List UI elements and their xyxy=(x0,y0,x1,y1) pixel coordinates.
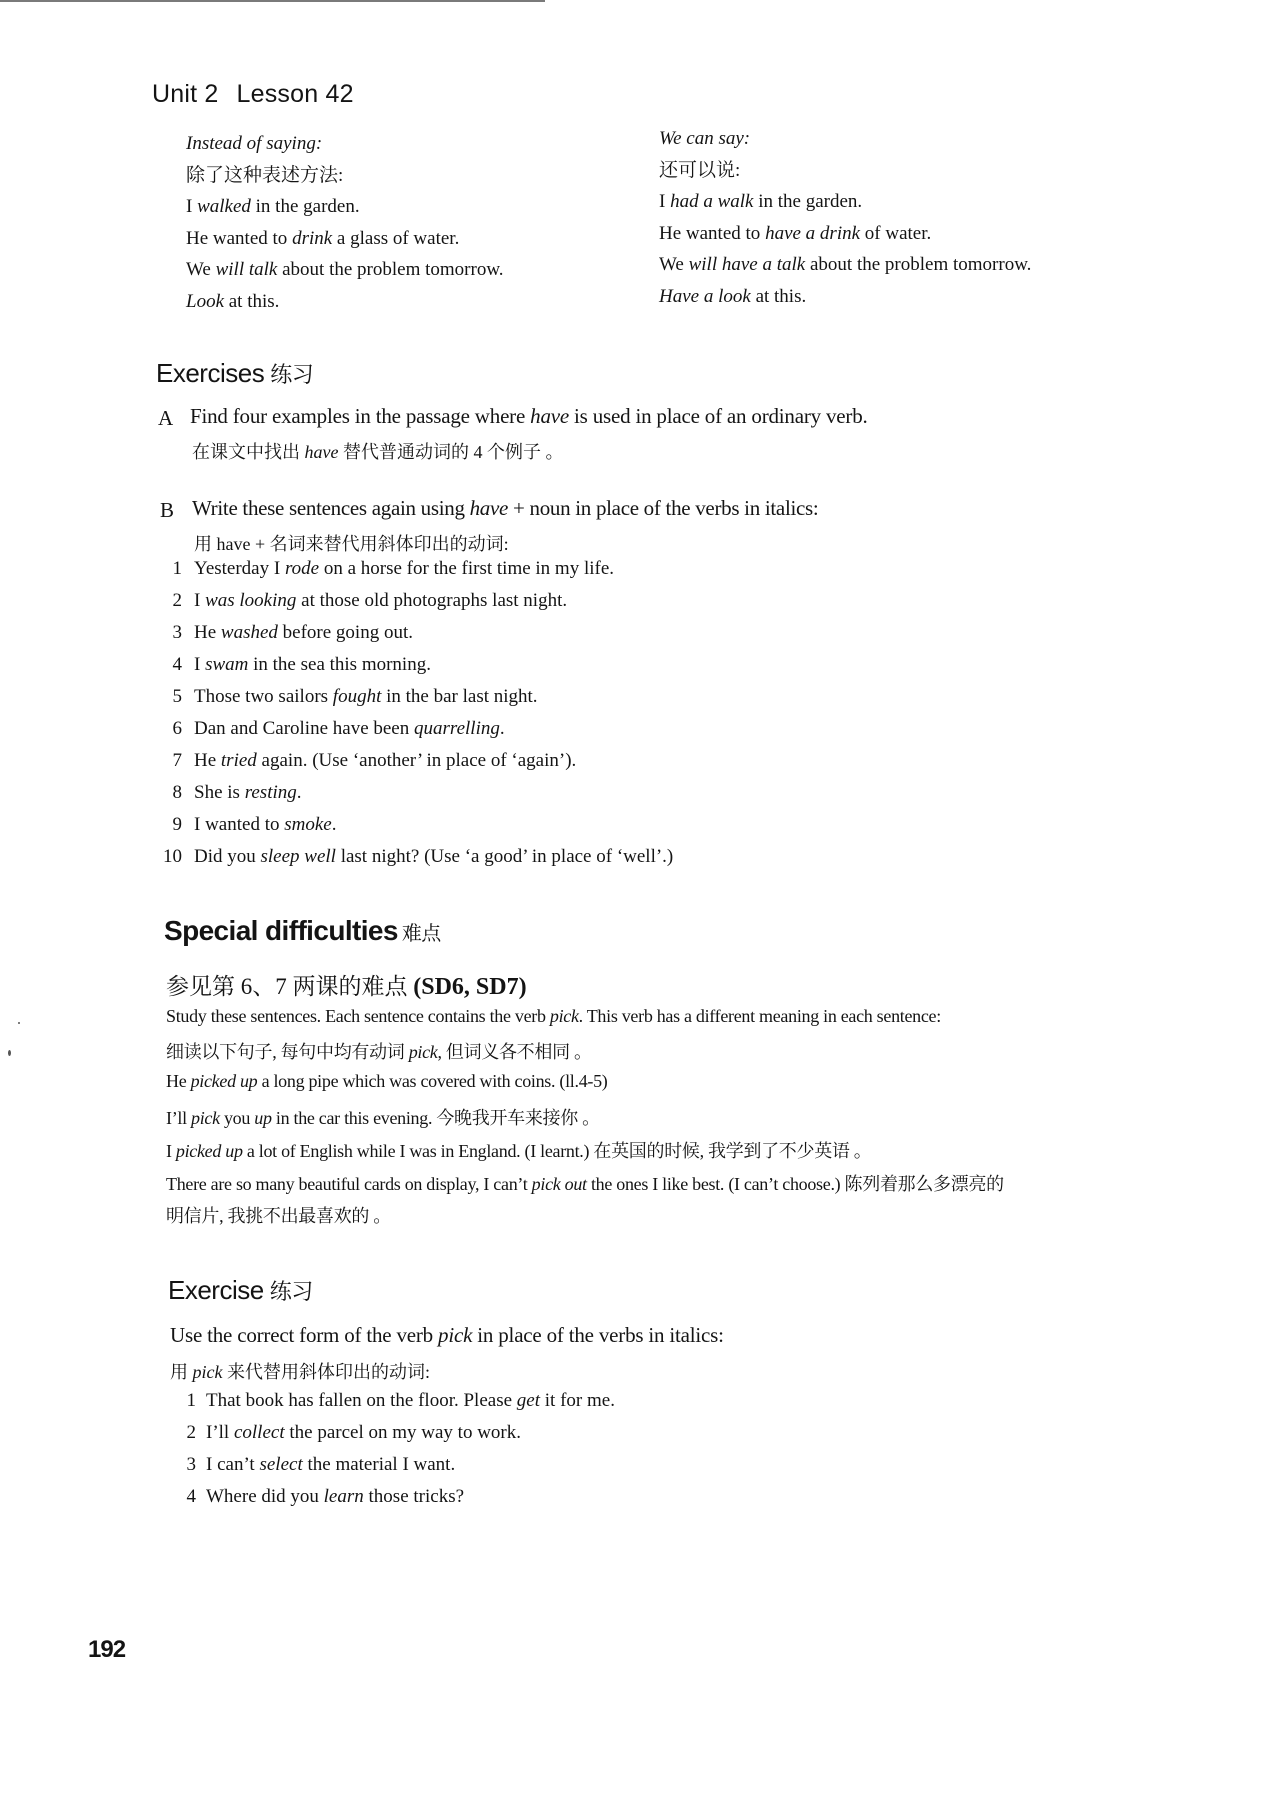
exercise-a-letter: A xyxy=(158,406,174,430)
comparison-right-column xyxy=(659,123,1031,312)
exercise-b-zh: 用 have + 名词来替代用斜体印出的动词: xyxy=(194,534,509,554)
sd-example-continued: 明信片, 我挑不出最喜欢的 。 xyxy=(166,1206,391,1226)
exercise-instruction-zh: 用 pick 来代替用斜体印出的动词: xyxy=(170,1362,430,1382)
exercise-a-zh: 在课文中找出 have 替代普通动词的 4 个例子 。 xyxy=(192,442,564,462)
sd-example: There are so many beautiful cards on display, I can’t pick out the ones I like best. (I can’t choose.) 陈列着那么多漂亮的 xyxy=(166,1174,1004,1194)
left-example: Look at this. xyxy=(186,290,280,312)
exercise-b-text: Write these sentences again using have + noun in place of the verbs in italics: xyxy=(192,496,819,520)
exercise-a-text: Find four examples in the passage where have is used in place of an ordinary verb. xyxy=(190,404,868,428)
exercise-instruction: Use the correct form of the verb pick in place of the verbs in italics: xyxy=(170,1323,724,1347)
scan-speck xyxy=(18,1022,20,1024)
page-header xyxy=(152,80,354,109)
right-heading-zh: 还可以说: xyxy=(659,159,741,181)
exercises-title: Exercises 练习 xyxy=(156,358,314,388)
sd-example: I picked up a lot of English while I was in England. (I learnt.) 在英国的时候, 我学到了不少英语 。 xyxy=(166,1141,872,1161)
right-example: He wanted to have a drink of water. xyxy=(659,222,932,244)
sd-paragraph: Study these sentences. Each sentence contains the verb pick. This verb has a different meaning in each sentence: xyxy=(166,1006,941,1026)
sd-example: I’ll pick you up in the car this evening. 今晚我开车来接你 。 xyxy=(166,1108,600,1128)
page-number: 192 xyxy=(88,1636,126,1663)
exercises-title-zh: 练习 xyxy=(270,363,314,388)
sd-paragraph: 细读以下句子, 每句中均有动词 pick, 但词义各不相同 。 xyxy=(166,1042,592,1062)
left-heading-zh: 除了这种表述方法: xyxy=(186,164,344,186)
scan-edge-line xyxy=(0,0,545,2)
sd-reference: (SD6, SD7) xyxy=(413,974,527,1000)
special-difficulties-title-zh: 难点 xyxy=(401,921,441,945)
exercise-title-zh: 练习 xyxy=(269,1280,313,1305)
left-heading: Instead of saying: xyxy=(186,133,323,154)
left-example: I walked in the garden. xyxy=(186,196,360,217)
lesson-label: Lesson 42 xyxy=(236,80,354,108)
exercise-b-letter: B xyxy=(160,498,175,522)
left-example: He wanted to drink a glass of water. xyxy=(186,227,460,249)
right-example: We will have a talk about the problem tomorrow. xyxy=(659,254,1032,275)
exercise-title: Exercise 练习 xyxy=(168,1275,313,1305)
scan-speck xyxy=(8,1050,11,1056)
left-example: We will talk about the problem tomorrow. xyxy=(186,259,504,280)
comparison-left-column xyxy=(186,128,504,317)
right-heading: We can say: xyxy=(659,128,751,149)
special-difficulties-title: Special difficulties 难点 xyxy=(164,915,441,946)
sd-example: He picked up a long pipe which was covered with coins. (ll.4-5) xyxy=(166,1071,608,1091)
right-example: Have a look at this. xyxy=(659,285,807,307)
unit-label: Unit 2 xyxy=(152,80,219,108)
special-difficulties-subtitle: 参见第 6、7 两课的难点 (SD6, SD7) xyxy=(166,974,527,1000)
right-example: I had a walk in the garden. xyxy=(659,191,863,212)
